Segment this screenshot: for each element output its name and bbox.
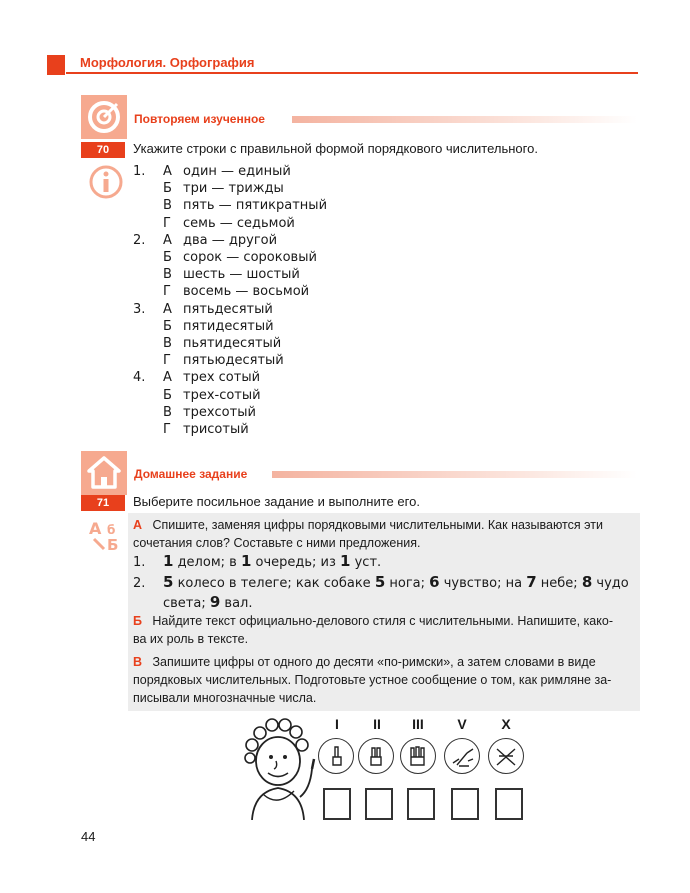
question-3 <box>133 301 327 370</box>
digit: 8 <box>581 573 593 591</box>
answer-box-2[interactable] <box>365 788 393 820</box>
section-title-homework: Домашнее задание <box>134 467 248 481</box>
option-text: сорок — сороковый <box>183 250 317 266</box>
option-text: восемь — восьмой <box>183 284 310 300</box>
digit: 7 <box>526 573 537 591</box>
question-number: 1. <box>133 164 146 179</box>
option-b-line1: Найдите текст официально-делового стиля с числительными. Напишите, како- <box>152 614 613 628</box>
option-letter: Б <box>163 387 172 403</box>
option-letter: Г <box>163 215 171 231</box>
option-text: три — трижды <box>183 181 284 197</box>
option-letter: А <box>163 301 172 317</box>
option-text: трех-сотый <box>183 387 261 403</box>
answer-box-3[interactable] <box>407 788 435 820</box>
digit: 5 <box>374 573 386 591</box>
hand-ten-icon <box>488 738 524 774</box>
roman-numeral-10: X <box>501 716 511 732</box>
section-title-review: Повторяем изученное <box>134 112 265 126</box>
task-number-71: 71 <box>81 495 125 511</box>
roman-numeral-5: V <box>457 716 467 732</box>
option-a-line2: сочетания слов? Составьте с ними предложения. <box>133 536 421 550</box>
header-rule <box>66 72 638 74</box>
svg-text:Б: Б <box>107 536 119 553</box>
roman-boy-illustration <box>238 715 318 825</box>
option-letter: А <box>163 232 172 248</box>
option-letter: Б <box>163 250 172 266</box>
option-letter: В <box>163 404 172 420</box>
option-text: трех сотый <box>183 370 261 386</box>
item-number: 1. <box>133 555 146 570</box>
option-letter: В <box>163 336 172 352</box>
option-text: два — другой <box>183 232 278 248</box>
section-rule <box>272 471 637 478</box>
option-text: пятьдесятый <box>183 301 273 317</box>
hand-one-finger-icon <box>318 738 354 774</box>
svg-text:А: А <box>89 519 102 538</box>
option-text: трехсотый <box>183 404 256 420</box>
svg-text:б: б <box>107 523 116 537</box>
digit: 1 <box>240 552 252 570</box>
answer-box-4[interactable] <box>451 788 479 820</box>
task-71-text: Выберите посильное задание и выполните его. <box>133 494 420 509</box>
section-rule <box>292 116 637 123</box>
option-c-line1: Запишите цифры от одного до десяти «по-римски», а затем словами в виде <box>152 655 596 669</box>
option-a-item-2: 2. 5 колесо в телеге; как собаке 5 нога; 6 чувство; на 7 небе; 8 чудо света; 9 вал. <box>133 573 629 611</box>
task-number-70: 70 <box>81 142 125 158</box>
option-a-line1: Спишите, заменяя цифры порядковыми числительными. Как называются эти <box>152 518 603 532</box>
option-letter: Г <box>163 284 171 300</box>
page-number: 44 <box>81 829 96 844</box>
option-a-item-1: 1. 1 делом; в 1 очередь; из 1 уст. <box>133 552 382 570</box>
info-icon <box>88 164 124 205</box>
option-letter: В <box>163 198 172 214</box>
option-c-line2: порядковых числительных. Подготовьте устное сообщение о том, как римляне за- <box>133 673 612 687</box>
question-number: 4. <box>133 370 146 386</box>
option-letter: А <box>163 164 172 179</box>
option-text: пьятидесятый <box>183 336 282 352</box>
option-letter: Б <box>163 181 172 197</box>
target-icon <box>81 95 127 139</box>
item-number: 2. <box>133 576 146 591</box>
digit: 5 <box>163 573 174 591</box>
option-letter: Г <box>163 353 171 369</box>
hand-three-fingers-icon <box>400 738 436 774</box>
option-text: пятидесятый <box>183 318 274 334</box>
roman-numeral-2: II <box>373 716 381 732</box>
option-text: пять — пятикратный <box>183 198 328 214</box>
header-marker <box>47 55 65 75</box>
question-number: 3. <box>133 301 146 317</box>
option-letter-c: В <box>133 655 143 669</box>
option-c-line3: писывали многозначные числа. <box>133 691 317 705</box>
homework-option-a <box>133 516 603 552</box>
roman-numeral-1: I <box>335 716 339 732</box>
question-2 <box>133 232 327 301</box>
answer-options-list <box>133 163 327 438</box>
option-text: шесть — шостый <box>183 267 300 283</box>
option-text: пятьюдесятый <box>183 353 284 369</box>
hand-five-icon <box>444 738 480 774</box>
question-1 <box>133 163 327 232</box>
homework-option-b <box>133 612 613 648</box>
question-4 <box>133 369 327 438</box>
option-letter: Г <box>163 422 171 438</box>
option-letter: В <box>163 267 172 283</box>
option-letter-a: А <box>133 518 143 532</box>
answer-box-5[interactable] <box>495 788 523 820</box>
answer-box-1[interactable] <box>323 788 351 820</box>
digit: 6 <box>429 573 440 591</box>
option-letter: Б <box>163 318 172 334</box>
digit: 1 <box>163 552 174 570</box>
option-text: семь — седьмой <box>183 215 295 231</box>
option-b-line2: ва их роль в тексте. <box>133 632 249 646</box>
question-number: 2. <box>133 232 146 248</box>
digit: 1 <box>340 552 351 570</box>
house-icon <box>81 451 127 495</box>
option-text: один — единый <box>183 164 291 179</box>
digit: 9 <box>209 593 221 611</box>
page-header-title: Морфология. Орфография <box>80 55 255 70</box>
spelling-icon <box>88 517 124 558</box>
roman-numeral-3: III <box>412 716 424 732</box>
option-letter-b: Б <box>133 614 142 628</box>
option-letter: А <box>163 370 172 386</box>
homework-option-c <box>133 653 611 707</box>
hand-two-fingers-icon <box>358 738 394 774</box>
option-text: трисотый <box>183 422 249 438</box>
task-70-text: Укажите строки с правильной формой порядкового числительного. <box>133 141 538 156</box>
